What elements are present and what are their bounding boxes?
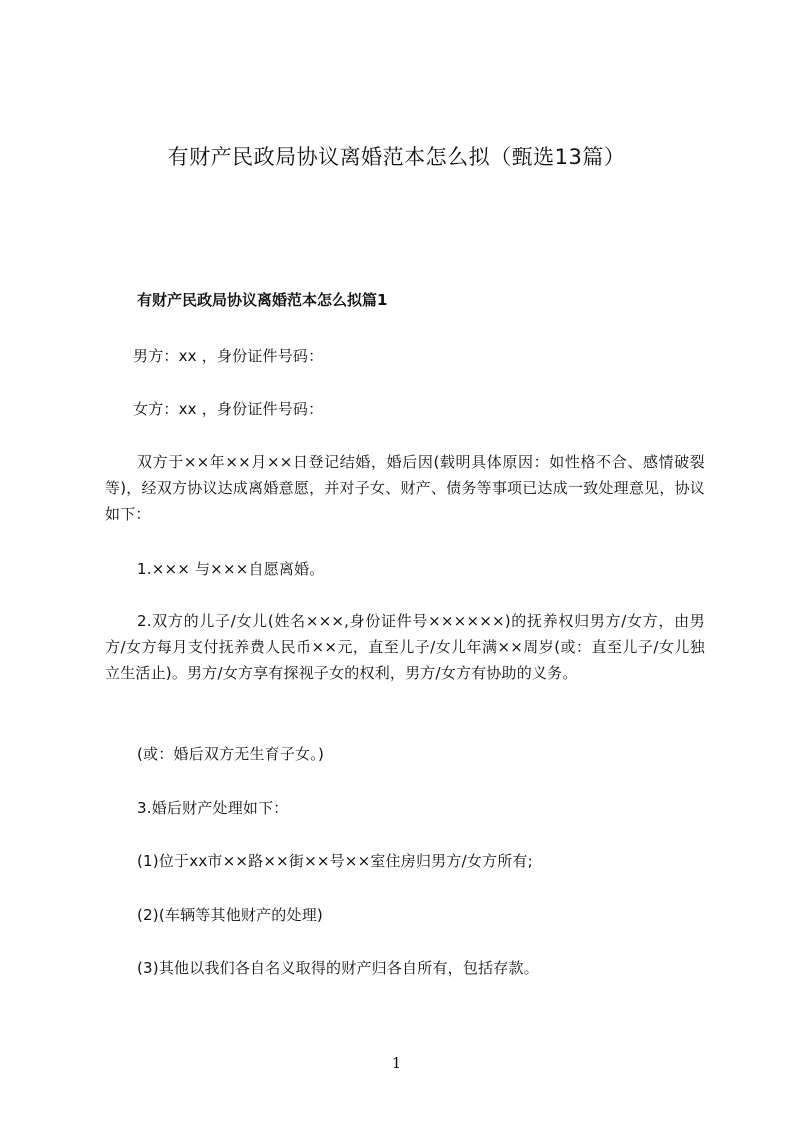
paragraph-clause-1: 1.××× 与×××自愿离婚。 bbox=[137, 560, 325, 578]
paragraph-clause-3: 3.婚后财产处理如下： bbox=[137, 799, 289, 817]
paragraph-husband: 男方：xx ，身份证件号码： bbox=[133, 347, 324, 365]
document-title: 有财产民政局协议离婚范本怎么拟（甄选13篇） bbox=[167, 145, 626, 169]
section-heading: 有财产民政局协议离婚范本怎么拟篇1 bbox=[137, 291, 388, 309]
paragraph-property-1: (1)位于xx市××路××街××号××室住房归男方/女方所有; bbox=[137, 852, 533, 870]
page-number: 1 bbox=[391, 1054, 402, 1072]
paragraph-wife: 女方：xx ，身份证件号码： bbox=[133, 400, 324, 418]
paragraph-no-children: (或：婚后双方无生育子女。) bbox=[137, 745, 325, 763]
paragraph-marriage-statement: 双方于××年××月××日登记结婚，婚后因(载明具体原因：如性格不合、感情破裂等)，经双方协议达成离婚意愿，并对子女、财产、债务等事项已达成一致处理意见，协议如下： bbox=[105, 453, 705, 523]
paragraph-clause-2: 2.双方的儿子/女儿(姓名×××,身份证件号××××××)的抚养权归男方/女方，由男方/女方每月支付抚养费人民币××元，直至儿子/女儿年满××周岁(或：直至儿子/女儿独立生活止)。男方/女方享有探视子女的权利，男方/女方有协助的义务。 bbox=[105, 612, 705, 682]
paragraph-property-3: (3)其他以我们各自名义取得的财产归各自所有，包括存款。 bbox=[137, 959, 539, 977]
paragraph-property-2: (2)(车辆等其他财产的处理) bbox=[137, 906, 323, 924]
